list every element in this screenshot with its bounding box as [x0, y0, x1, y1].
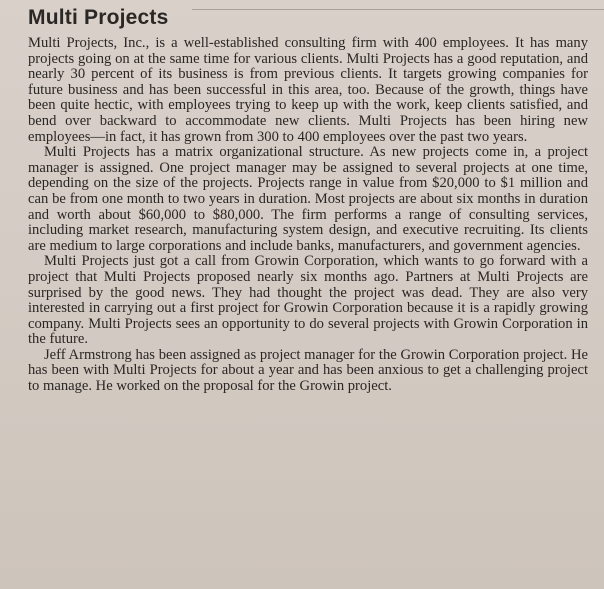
paragraph-4: Jeff Armstrong has been assigned as project manager for the Growin Corporation project. He has been with Multi Projects for about a year and has been anxious to get a challenging project to manage. He worked on the proposal for the Growin project. [28, 346, 588, 395]
case-title: Multi Projects [28, 6, 169, 29]
header-rule [192, 9, 604, 10]
case-body [28, 36, 588, 395]
paragraph-3: Multi Projects just got a call from Growin Corporation, which wants to go forward with a project that Multi Projects proposed nearly six months ago. Partners at Multi Projects are surprised by the good news. They had thought the project was dead. They are also very interested in carrying out a first project for Growin Corporation because it is a rapidly growing company. Multi Projects sees an opportunity to do several projects with Growin Corporation in the future. [28, 253, 588, 348]
paragraph-1: Multi Projects, Inc., is a well-established consulting firm with 400 employees. It has many projects going on at the same time for various clients. Multi Projects has a good reputation, and nearly 30 percent of its business is from previous clients. It targets growing companies for future business and has been successful in this area, too. Because of the growth, things have been quite hectic, with employees trying to keep up with the work, keep clients satisfied, and bend over backward to accommodate new clients. Multi Projects has been hiring new employees—in fact, it has grown from 300 to 400 employees over the past two years. [28, 35, 588, 145]
paragraph-2: Multi Projects has a matrix organizational structure. As new projects come in, a project manager is assigned. One project manager may be assigned to several projects at one time, depending on the size of the projects. Projects range in value from $20,000 to $1 million and can be from one month to two years in duration. Most projects are about six months in duration and worth about $60,000 to $80,000. The firm performs a range of consulting services, including market research, manufacturing system design, and executive recruiting. Its clients are medium to large corporations and include banks, manufacturers, and government agencies. [28, 144, 588, 254]
